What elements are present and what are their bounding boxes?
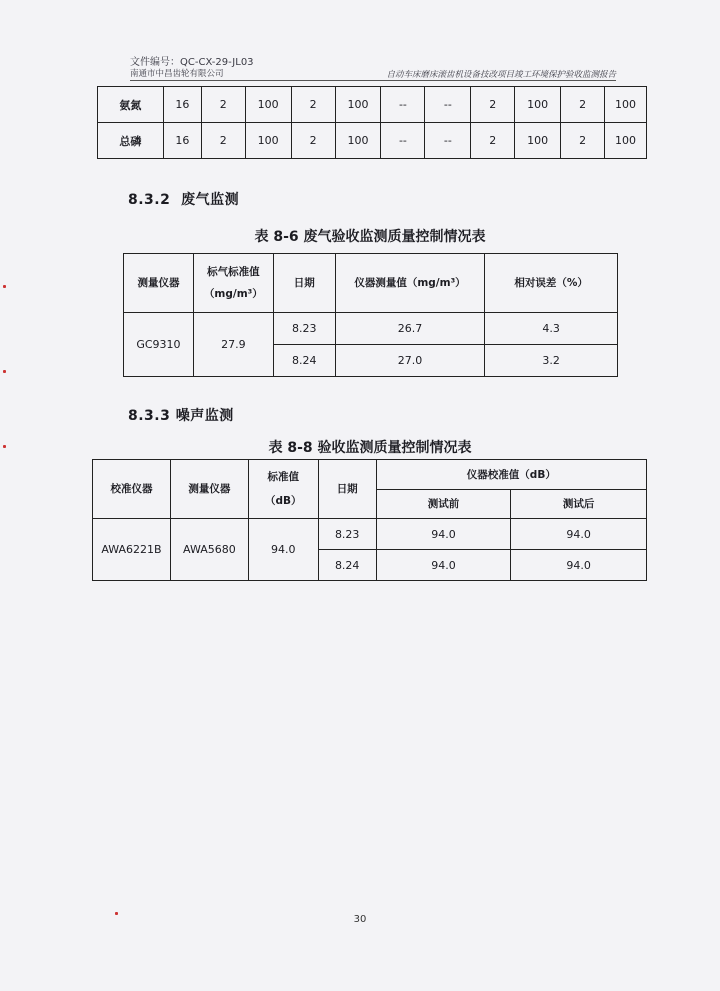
std-value-cell: 94.0 — [248, 519, 318, 581]
calibrator-cell: AWA6221B — [93, 519, 171, 581]
table-cell: 100 — [245, 87, 291, 123]
section-title: 噪声监测 — [175, 408, 234, 424]
col-header-measured: 仪器测量值（mg/m³） — [335, 254, 485, 313]
col-header-date: 日期 — [318, 460, 376, 519]
section-heading-waste-gas — [128, 189, 239, 209]
date-cell: 8.24 — [318, 550, 376, 581]
table-row — [124, 313, 618, 345]
scan-speck — [3, 285, 6, 288]
table-header-row — [124, 254, 618, 313]
header-line: 标准值 — [267, 471, 300, 483]
table-cell: 2 — [201, 87, 245, 123]
table-cell: 100 — [605, 123, 647, 159]
before-cell: 94.0 — [376, 550, 511, 581]
col-header-calibrator: 校准仪器 — [93, 460, 171, 519]
row-label: 总磷 — [98, 123, 164, 159]
table-cell: 100 — [515, 123, 561, 159]
table-cell: 2 — [561, 87, 605, 123]
table-row — [93, 519, 647, 550]
col-header-meter: 测量仪器 — [170, 460, 248, 519]
waste-gas-qc-table — [123, 253, 618, 377]
table-cell: 16 — [163, 87, 201, 123]
col-header-std-value — [248, 460, 318, 519]
error-cell: 3.2 — [485, 345, 618, 377]
table-cell: -- — [425, 123, 471, 159]
table-row — [98, 87, 647, 123]
col-header-after: 测试后 — [511, 489, 647, 519]
table-cell: 100 — [605, 87, 647, 123]
report-title: 自动车床磨床滚齿机设备技改项目竣工环境保护验收监测报告 — [386, 70, 616, 80]
header-rule — [130, 80, 616, 81]
measured-cell: 26.7 — [335, 313, 485, 345]
table-cell: 100 — [335, 87, 381, 123]
date-cell: 8.24 — [273, 345, 335, 377]
table-cell: 100 — [245, 123, 291, 159]
scan-speck — [3, 445, 6, 448]
scan-speck — [115, 912, 118, 915]
measured-cell: 27.0 — [335, 345, 485, 377]
table-caption: 表 8-8 验收监测质量控制情况表 — [268, 440, 472, 456]
col-header-date: 日期 — [273, 254, 335, 313]
section-title: 废气监测 — [181, 192, 240, 208]
meter-cell: AWA5680 — [170, 519, 248, 581]
page-number: 30 — [353, 914, 367, 925]
row-label: 氨氮 — [98, 87, 164, 123]
noise-qc-table — [92, 459, 647, 581]
table-cell: -- — [381, 123, 425, 159]
before-cell: 94.0 — [376, 519, 511, 550]
table-row — [98, 123, 647, 159]
table-cell: 100 — [515, 87, 561, 123]
table-caption: 表 8-6 废气验收监测质量控制情况表 — [254, 229, 486, 245]
col-header-cal-value: 仪器校准值（dB） — [376, 460, 646, 490]
header-line: 标气标准值 — [207, 266, 260, 278]
table-cell: 2 — [291, 123, 335, 159]
std-value-cell: 27.9 — [193, 313, 273, 377]
table-cell: -- — [381, 87, 425, 123]
table-cell: 2 — [561, 123, 605, 159]
section-number: 8.3.2 — [128, 192, 171, 208]
after-cell: 94.0 — [511, 519, 647, 550]
instrument-cell: GC9310 — [124, 313, 194, 377]
table-cell: -- — [425, 87, 471, 123]
date-cell: 8.23 — [318, 519, 376, 550]
col-header-before: 测试前 — [376, 489, 511, 519]
table-cell: 100 — [335, 123, 381, 159]
company-name: 南通市中昌齿轮有限公司 — [130, 69, 224, 79]
table-cell: 2 — [471, 87, 515, 123]
after-cell: 94.0 — [511, 550, 647, 581]
table-cell: 2 — [201, 123, 245, 159]
water-qc-table-continued — [97, 86, 647, 159]
table-cell: 16 — [163, 123, 201, 159]
table-cell: 2 — [291, 87, 335, 123]
section-number: 8.3.3 — [128, 408, 171, 424]
table-cell: 2 — [471, 123, 515, 159]
header-line: （dB） — [265, 495, 302, 507]
date-cell: 8.23 — [273, 313, 335, 345]
table-header-row — [93, 460, 647, 490]
col-header-error: 相对误差（%） — [485, 254, 618, 313]
scan-speck — [3, 370, 6, 373]
section-heading-noise — [128, 405, 234, 425]
header-line: （mg/m³） — [203, 288, 263, 300]
col-header-std-value — [193, 254, 273, 313]
error-cell: 4.3 — [485, 313, 618, 345]
doc-number: 文件编号：QC-CX-29-JL03 — [130, 57, 254, 68]
col-header-instrument: 测量仪器 — [124, 254, 194, 313]
